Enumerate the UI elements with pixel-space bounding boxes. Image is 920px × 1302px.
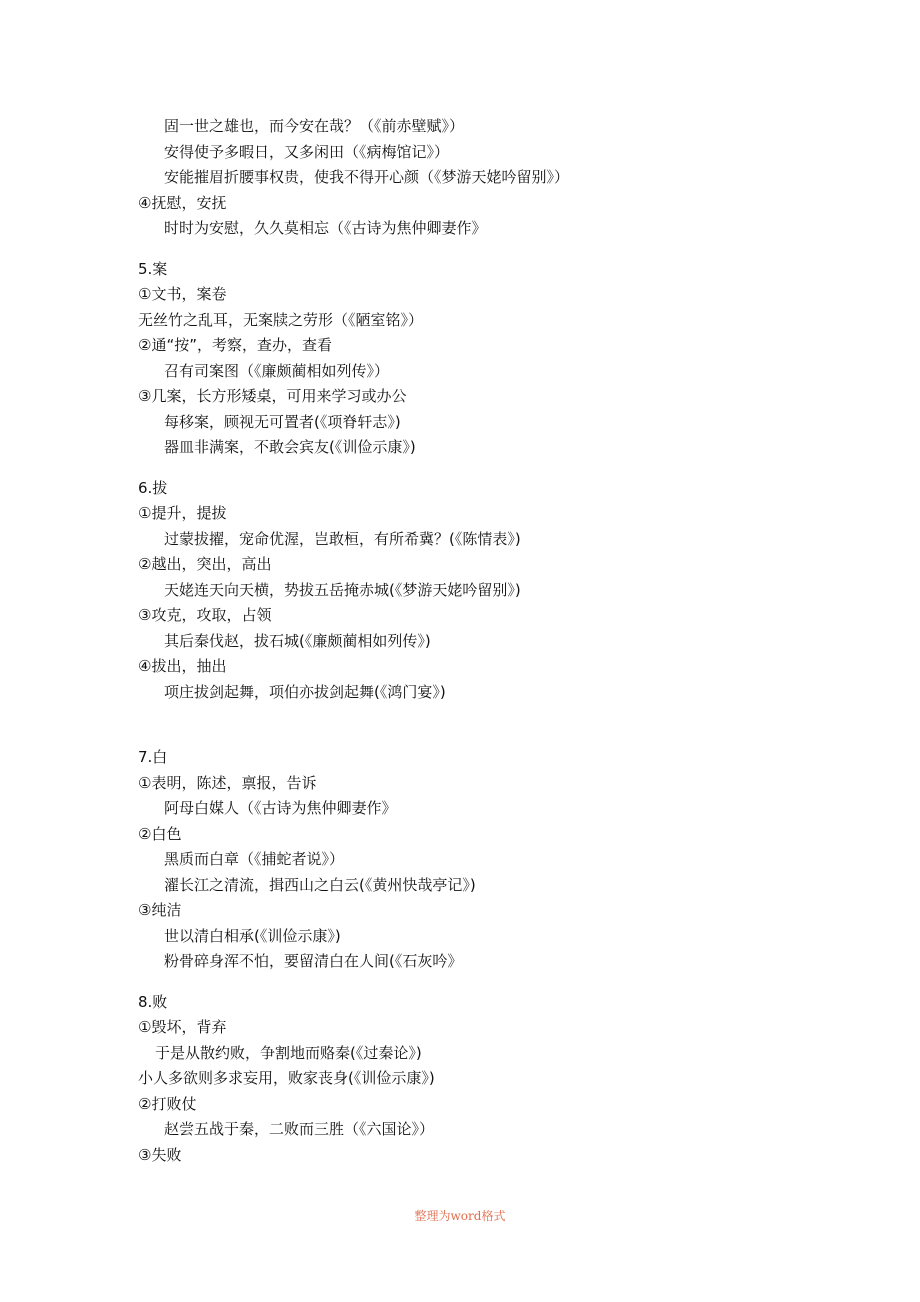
meaning-line: ②通“按”，考察，查办，查看 bbox=[138, 336, 332, 354]
example-line: 过蒙拔擢，宠命优渥，岂敢桓，有所希冀？(《陈情表》) bbox=[164, 529, 521, 548]
meaning-line: ④拔出，抽出 bbox=[138, 657, 227, 675]
meaning-line: ③攻克，攻取，占领 bbox=[138, 606, 272, 624]
example-line: 时时为安慰，久久莫相忘（《古诗为焦仲卿妻作》 bbox=[164, 219, 487, 237]
example-line: 每移案，顾视无可置者(《项脊轩志》) bbox=[164, 412, 401, 431]
example-line: 固一世之雄也，而今安在哉？（《前赤壁赋》） bbox=[164, 117, 465, 135]
meaning-line: ①文书，案卷 bbox=[138, 285, 227, 303]
meaning-line: ②白色 bbox=[138, 824, 182, 843]
meaning-line: ①提升，提拔 bbox=[138, 504, 227, 522]
meaning-line: ③纯洁 bbox=[138, 901, 182, 919]
entry-heading: 7.白 bbox=[138, 748, 168, 766]
example-line: 天姥连天向天横，势拔五岳掩赤城(《梦游天姥吟留别》) bbox=[164, 580, 521, 599]
example-line: 黑质而白章（《捕蛇者说》） bbox=[164, 850, 345, 868]
example-line: 项庄拔剑起舞，项伯亦拔剑起舞(《鸿门宴》) bbox=[164, 682, 446, 701]
entry-heading: 6.拔 bbox=[138, 478, 168, 497]
example-line: 粉骨碎身浑不怕，要留清白在人间(《石灰吟》 bbox=[164, 952, 463, 970]
page-footer: 整理为word格式 bbox=[414, 1209, 506, 1223]
example-line: 阿母白媒人（《古诗为焦仲卿妻作》 bbox=[164, 799, 397, 817]
example-line: 安能摧眉折腰事权贵，使我不得开心颜（《梦游天姥吟留别》） bbox=[164, 168, 570, 186]
example-line: 小人多欲则多求妄用，败家丧身(《训俭示康》) bbox=[138, 1069, 435, 1087]
entry-heading: 8.败 bbox=[138, 992, 168, 1011]
meaning-line: ②打败仗 bbox=[138, 1094, 197, 1113]
example-line: 器皿非满案，不敢会宾友(《训俭示康》) bbox=[164, 438, 416, 456]
meaning-line: ③几案，长方形矮桌，可用来学习或办公 bbox=[138, 387, 407, 405]
meaning-line: ④抚慰，安抚 bbox=[138, 193, 227, 212]
meaning-line: ①表明，陈述，禀报，告诉 bbox=[138, 773, 317, 792]
meaning-line: ②越出，突出，高出 bbox=[138, 555, 272, 573]
example-line: 召有司案图（《廉颇蔺相如列传》） bbox=[164, 361, 390, 380]
example-line: 世以清白相承(《训俭示康》) bbox=[164, 926, 341, 945]
example-line: 濯长江之清流，揖西山之白云(《黄州快哉亭记》) bbox=[164, 875, 476, 894]
example-line: 于是从散约败，争割地而赂秦(《过秦论》) bbox=[155, 1043, 422, 1062]
example-line: 赵尝五战于秦，二败而三胜（《六国论》） bbox=[164, 1120, 435, 1138]
document-body bbox=[138, 114, 838, 1168]
example-line: 无丝竹之乱耳，无案牍之劳形（《陋室铭》） bbox=[138, 310, 424, 329]
meaning-line: ③失败 bbox=[138, 1145, 182, 1164]
meaning-line: ①毁坏，背弃 bbox=[138, 1018, 227, 1036]
entry-heading: 5.案 bbox=[138, 259, 168, 278]
example-line: 其后秦伐赵，拔石城(《廉颇蔺相如列传》) bbox=[164, 631, 431, 650]
example-line: 安得使予多暇日，又多闲田（《病梅馆记》） bbox=[164, 142, 450, 161]
